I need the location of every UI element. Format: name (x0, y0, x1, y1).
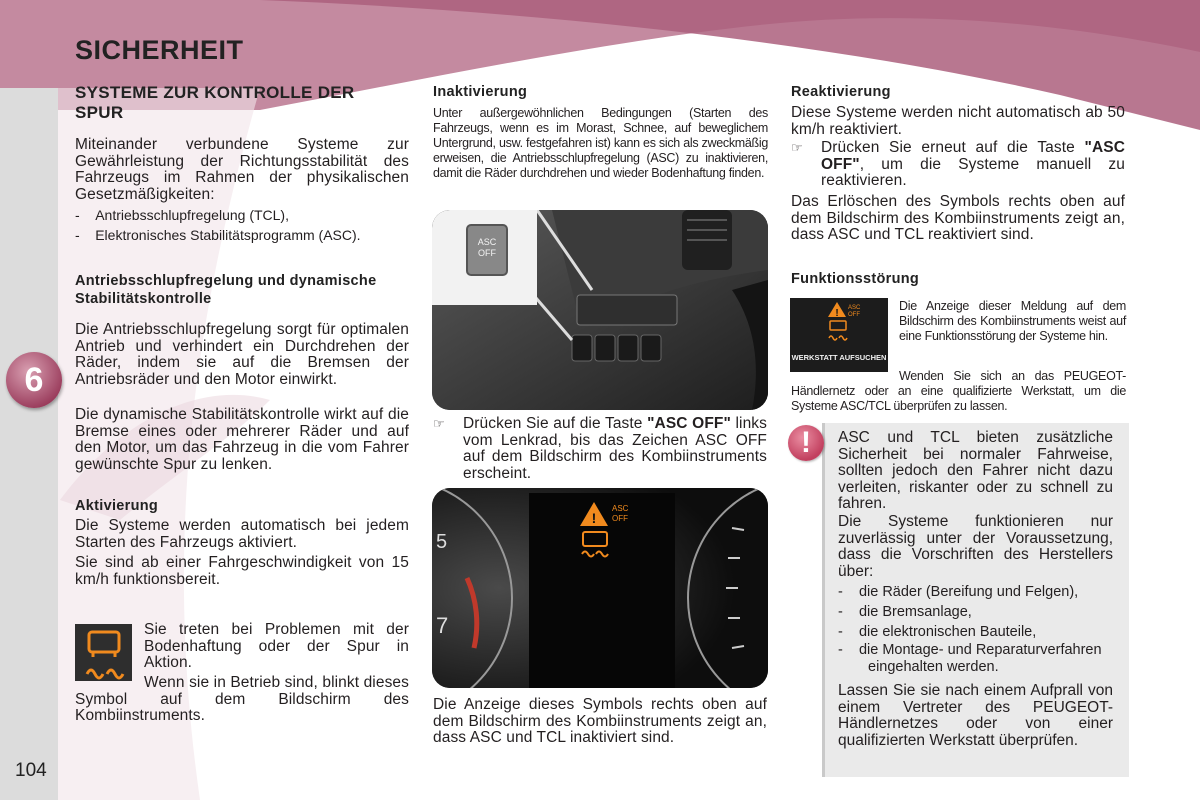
asc-off-warning-icon (790, 298, 888, 372)
asc-paragraph: Die dynamische Stabilitätskontrolle wirkt auf die Bremse eines oder mehrerer Räder und auf den Motor, um das Fahrzeug in die vom Fahrer gewünschte Spur zu lenken. (75, 406, 409, 473)
inaktivierung-paragraph: Unter außergewöhnlichen Bedingungen (Starten des Fahrzeugs, wenn es im Morast, Schnee, auf beweglichem Untergrund, usw. festgefahren ist) kann es sich als zweckmäßig erweisen, die Antriebsschlupfregelung (ASC) zu inaktivieren, damit die Räder durchdrehen und wieder Bodenhaftung finden. (433, 106, 768, 180)
fault-label-off: OFF (848, 312, 860, 318)
cluster-label-asc: ASC (612, 504, 629, 513)
photo1-label-off: OFF (478, 248, 496, 258)
subheading-funktionsstoerung: Funktionsstörung (791, 271, 920, 287)
page-title: SICHERHEIT (75, 35, 244, 65)
fault-paragraph-1: Die Anzeige dieser Meldung auf dem Bildschirm des Kombiinstruments weist auf eine Funktionsstörung der Systeme hin. (899, 299, 1126, 343)
list-item: - Antriebsschlupfregelung (TCL), (75, 207, 289, 223)
hand-pointer-icon: ☞ (791, 140, 803, 155)
reaktivierung-step: Drücken Sie erneut auf die Taste "ASC OFF", um die Systeme manuell zu reaktivieren. (821, 139, 1125, 189)
subheading-aktivierung: Aktivierung (75, 498, 159, 514)
fault-paragraph-2: Wenden Sie sich an das PEUGEOT-Händlernetz oder an eine qualifizierte Werkstatt, um die Systeme ASC/TCL überprüfen zu lassen. (791, 369, 1126, 413)
left-sidebar (0, 88, 58, 800)
gauge-label-5: 5 (436, 531, 448, 553)
warning-paragraph-3: Lassen Sie sie nach einem Aufprall von einem Vertreter des PEUGEOT-Händlernetzes oder von einer qualifizierten Werkstatt überprüfen. (838, 682, 1113, 749)
cluster-asc-off-photo (432, 488, 768, 688)
list-item: - die elektronischen Bauteile, (838, 624, 1037, 640)
svg-text:!: ! (591, 510, 597, 526)
systems-list (75, 205, 415, 245)
chapter-badge: 6 (6, 352, 62, 408)
reaktivierung-paragraph: Diese Systeme werden nicht automatisch ab 50 km/h reaktiviert. (791, 104, 1125, 138)
tcl-paragraph: Die Antriebsschlupfregelung sorgt für optimalen Antrieb und verhindert ein Durchdrehen der Räder, indem sie auf die Bremsen der Antriebsräder und den Motor einwirkt. (75, 321, 409, 388)
exclamation-icon: ! (788, 425, 824, 461)
warning-list (838, 582, 1118, 676)
fault-label-werkstatt: WERKSTATT AUFSUCHEN (791, 353, 887, 362)
cluster-label-off: OFF (612, 514, 628, 523)
page-number: 104 (15, 760, 47, 781)
svg-text:!: ! (835, 308, 839, 319)
warning-paragraph-2: Die Systeme funktionieren nur zuverlässig unter der Voraussetzung, dass die Vorschriften des Herstellers über: (838, 513, 1113, 580)
aktivierung-paragraph-2: Sie sind ab einer Fahrgeschwindigkeit von 15 km/h funktionsbereit. (75, 554, 409, 588)
dashboard-button-photo (432, 210, 768, 410)
list-item: - die Montage- und Reparaturverfahren eingehalten werden. (838, 642, 1102, 675)
list-item: - die Räder (Bereifung und Felgen), (838, 584, 1079, 600)
cluster-caption: Die Anzeige dieses Symbols rechts oben auf dem Bildschirm des Kombiinstruments zeigt an, dass ASC und TCL inaktiviert sind. (433, 696, 767, 746)
subheading-inaktivierung: Inaktivierung (433, 84, 528, 100)
intro-paragraph: Miteinander verbundene Systeme zur Gewährleistung der Richtungsstabilität des Fahrzeugs im Rahmen der physikalischen Gesetzmäßigkeiten: (75, 136, 409, 203)
section-heading-spurkontrolle: SYSTEME ZUR KONTROLLE DER SPUR (75, 83, 355, 122)
fault-label-asc: ASC (848, 305, 861, 311)
subheading-reaktivierung: Reaktivierung (791, 84, 891, 100)
icon-paragraph-2: Wenn sie in Betrieb sind, blinkt dieses Symbol auf dem Bildschirm des Kombiinstruments. (75, 674, 409, 724)
icon-paragraph-1: Sie treten bei Problemen mit der Bodenhaftung oder der Spur in Aktion. (144, 621, 409, 671)
list-item: - Elektronisches Stabilitätsprogramm (ASC). (75, 227, 361, 243)
inaktivierung-step: Drücken Sie auf die Taste "ASC OFF" links vom Lenkrad, bis das Zeichen ASC OFF auf dem Bildschirm des Kombiinstruments erscheint. (463, 415, 767, 482)
photo1-label-asc: ASC (477, 237, 497, 247)
warning-paragraph-1: ASC und TCL bieten zusätzliche Sicherheit bei normaler Fahrweise, sollten jedoch den Fahrer nicht dazu verleiten, riskanter oder zu schnell zu fahren. (838, 429, 1113, 512)
aktivierung-paragraph-1: Die Systeme werden automatisch bei jedem Starten des Fahrzeugs aktiviert. (75, 517, 409, 551)
list-item: - die Bremsanlage, (838, 604, 972, 620)
erloschen-paragraph: Das Erlöschen des Symbols rechts oben auf dem Bildschirm des Kombiinstruments zeigt an, dass ASC und TCL reaktiviert sind. (791, 193, 1125, 243)
gauge-label-7: 7 (436, 613, 449, 638)
section-heading-tcl-asc: Antriebsschlupfregelung und dynamische Stabilitätskontrolle (75, 273, 377, 307)
traction-warning-icon (75, 624, 132, 681)
hand-pointer-icon: ☞ (433, 416, 445, 431)
